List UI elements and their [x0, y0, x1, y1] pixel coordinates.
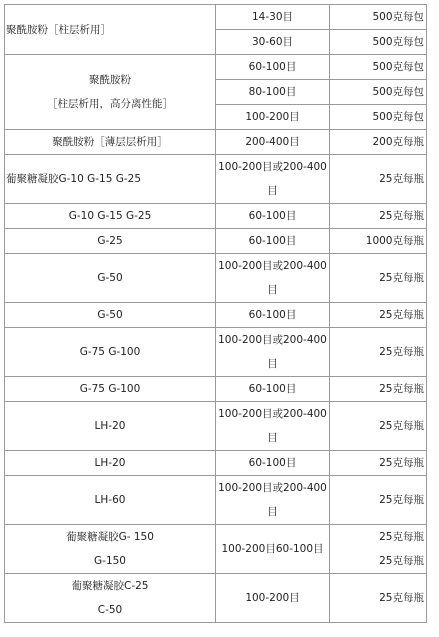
product-name [5, 55, 216, 130]
mesh-size: 60-100目 [216, 55, 330, 80]
package-size: 200克每瓶 [330, 130, 427, 155]
mesh-size [216, 402, 330, 451]
mesh-size-line: 100-200目或200-400 [218, 334, 327, 346]
table-row [5, 574, 427, 623]
mesh-size-line: 100-200目或200-400 [218, 408, 327, 420]
table-row [5, 476, 427, 525]
table-row [5, 525, 427, 574]
mesh-size: 60-100目 [216, 303, 330, 328]
mesh-size: 60-100目 [216, 204, 330, 229]
mesh-size-line: 100-200目或200-400 [218, 482, 327, 494]
product-name: 聚酰胺粉［薄层层析用］ [5, 130, 216, 155]
mesh-size-line: 目 [267, 185, 278, 197]
mesh-size: 100-200目 [216, 574, 330, 623]
table-row [5, 155, 427, 204]
table-row [5, 402, 427, 451]
table-row [5, 204, 427, 229]
mesh-size-line: 目 [267, 506, 278, 518]
product-name: G-10 G-15 G-25 [5, 204, 216, 229]
package-size: 25克每瓶 [330, 377, 427, 402]
mesh-size: 200-400目 [216, 130, 330, 155]
product-name-line: C-50 [97, 604, 123, 616]
product-name: G-75 G-100 [5, 328, 216, 377]
package-size: 1000克每瓶 [330, 229, 427, 254]
package-size-line: 25克每瓶 [379, 531, 424, 543]
product-name: LH-60 [5, 476, 216, 525]
product-name-line: 葡聚糖凝胶G- 150 [66, 531, 154, 543]
product-name-line: G-150 [94, 555, 126, 567]
mesh-size: 60-100目 [216, 377, 330, 402]
package-size: 500克每包 [330, 55, 427, 80]
package-size: 25克每瓶 [330, 328, 427, 377]
mesh-size [216, 476, 330, 525]
product-name [5, 574, 216, 623]
table-row [5, 303, 427, 328]
product-name-line: 葡聚糖凝胶C-25 [71, 580, 149, 592]
table-row [5, 451, 427, 476]
product-name: G-25 [5, 229, 216, 254]
table-row [5, 229, 427, 254]
mesh-size: 60-100目 [216, 451, 330, 476]
mesh-size: 100-200目 [216, 105, 330, 130]
mesh-size [216, 254, 330, 303]
product-name-line: ［柱层析用，高分离性能］ [47, 98, 173, 110]
mesh-size: 100-200目60-100目 [216, 525, 330, 574]
mesh-size: 30-60目 [216, 30, 330, 55]
package-size: 25克每瓶 [330, 204, 427, 229]
package-size [330, 525, 427, 574]
package-size: 25克每瓶 [330, 155, 427, 204]
package-size: 25克每瓶 [330, 402, 427, 451]
mesh-size-line: 目 [267, 358, 278, 370]
product-name-line: 聚酰胺粉 [89, 74, 131, 86]
package-size: 500克每包 [330, 5, 427, 30]
table-row [5, 254, 427, 303]
mesh-size-line: 100-200目或200-400 [218, 260, 327, 272]
table-row [5, 377, 427, 402]
product-name: 葡聚糖凝胶G-10 G-15 G-25 [5, 155, 216, 204]
package-size: 25克每瓶 [330, 451, 427, 476]
mesh-size [216, 328, 330, 377]
product-name: 聚酰胺粉［柱层析用］ [5, 5, 216, 55]
product-name: G-50 [5, 254, 216, 303]
table-row [5, 130, 427, 155]
table-row [5, 328, 427, 377]
product-name: G-50 [5, 303, 216, 328]
package-size: 500克每包 [330, 105, 427, 130]
mesh-size-line: 目 [267, 284, 278, 296]
package-size-line: 25克每瓶 [379, 555, 424, 567]
table-row [5, 55, 427, 80]
table-row [5, 5, 427, 30]
package-size: 25克每瓶 [330, 574, 427, 623]
mesh-size-line: 目 [267, 432, 278, 444]
product-name: G-75 G-100 [5, 377, 216, 402]
product-name [5, 525, 216, 574]
product-name: LH-20 [5, 451, 216, 476]
mesh-size: 14-30目 [216, 5, 330, 30]
mesh-size: 60-100目 [216, 229, 330, 254]
package-size: 25克每瓶 [330, 476, 427, 525]
package-size: 25克每瓶 [330, 303, 427, 328]
package-size: 25克每瓶 [330, 254, 427, 303]
mesh-size [216, 155, 330, 204]
package-size: 500克每包 [330, 80, 427, 105]
package-size: 500克每包 [330, 30, 427, 55]
mesh-size: 80-100目 [216, 80, 330, 105]
product-table [4, 4, 427, 623]
product-name: LH-20 [5, 402, 216, 451]
mesh-size-line: 100-200目或200-400 [218, 161, 327, 173]
